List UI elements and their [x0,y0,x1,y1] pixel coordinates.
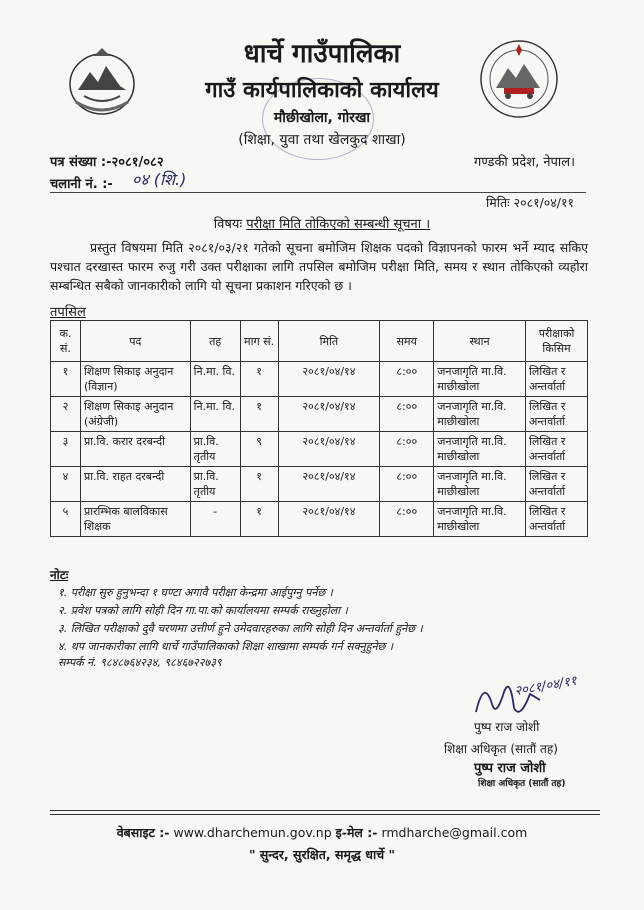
email-label: इ-मेल :- [335,825,378,840]
cell-time: ८:०० [380,362,434,397]
cell-venue: जनजागृति मा.वि. माछीखोला [434,432,526,467]
col-exam-type: परीक्षाको किसिम [526,321,588,362]
note-item: ३. लिखित परीक्षाको दुवै चरणमा उत्तीर्ण हुने उमेदवारहरुका लागि सोही दिन अन्तर्वार्ता हुनेछ । [58,622,423,635]
dispatch-number-label: चलानी नं. :- [50,177,113,192]
cell-demand: १ [240,362,278,397]
cell-sn: ३ [51,432,81,467]
cell-exam-type: लिखित र अन्तर्वार्ता [526,467,588,502]
cell-post: प्रा.वि. करार दरबन्दी [80,432,190,467]
office-location: मौछीखोला, गोरखा [273,110,371,126]
cell-level: प्रा.वि. तृतीय [190,467,240,502]
col-demand: माग सं. [240,321,278,362]
table-row [51,467,588,502]
col-post: पद [80,321,190,362]
cell-time: ८:०० [380,467,434,502]
name-stamp: पुष्प राज जोशी [474,761,546,776]
exam-schedule-table [50,320,588,537]
cell-demand: १ [240,467,278,502]
subject-line [0,214,644,232]
table-header-row [51,321,588,362]
cell-exam-type: लिखित र अन्तर्वार्ता [526,362,588,397]
slogan: " सुन्दर, सुरक्षित, समृद्ध धार्चे " [248,847,395,862]
cell-sn: ५ [51,502,81,537]
cell-sn: १ [51,362,81,397]
designation-stamp: शिक्षा अधिकृत (सातौं तह) [478,779,566,789]
footer-divider [50,810,600,811]
cell-post: शिक्षण सिकाइ अनुदान (विज्ञान) [80,362,190,397]
notes-heading: नोटः [50,568,69,582]
signatory-designation: शिक्षा अधिकृत (सातौं तह) [444,742,558,756]
cell-date: २०८१/०४/१४ [278,397,380,432]
cell-venue: जनजागृति मा.वि. माछीखोला [434,397,526,432]
cell-post: प्रा.वि. राहत दरबन्दी [80,467,190,502]
contact-numbers: सम्पर्क नं. ९८४८७६४२३४, ९८४६७२२७३९ [58,656,222,669]
col-venue: स्थान [434,321,526,362]
signatory-name: पुष्प राज जोशी [474,720,540,734]
cell-post: शिक्षण सिकाइ अनुदान (अंग्रेजी) [80,397,190,432]
col-sn: क. सं. [51,321,81,362]
footer-contact [0,824,644,841]
footer-divider [50,814,600,815]
col-level: तह [190,321,240,362]
cell-venue: जनजागृति मा.वि. माछीखोला [434,502,526,537]
section-name: (शिक्षा, युवा तथा खेलकुद शाखा) [238,132,406,148]
cell-level: नि.मा. वि. [190,362,240,397]
cell-time: ८:०० [380,432,434,467]
notes-list [58,584,423,670]
cell-sn: २ [51,397,81,432]
cell-date: २०८१/०४/१४ [278,432,380,467]
col-date: मिति [278,321,380,362]
cell-sn: ४ [51,467,81,502]
letter-date: मितिः २०८१/०४/११ [486,195,574,210]
letter-number: पत्र संख्या :-२०८१/०८२ [50,155,164,170]
province: गण्डकी प्रदेश, नेपाल। [474,155,576,170]
col-time: समय [380,321,434,362]
cell-date: २०८१/०४/१४ [278,362,380,397]
note-item: ४. थप जानकारीका लागि धार्चे गाउँपालिकाको शिक्षा शाखामा सम्पर्क गर्न सक्नुहुनेछ । [58,640,394,653]
table-row [51,502,588,537]
office-name: गाउँ कार्यपालिकाको कार्यालय [205,78,439,103]
subject-text: परीक्षा मिति तोकिएको सम्बन्धी सूचना । [246,217,431,232]
details-heading: तपसिल [50,305,86,320]
cell-post: प्रारम्भिक बालविकास शिक्षक [80,502,190,537]
cell-demand: ९ [240,432,278,467]
dispatch-number-handwritten: ०४ (शि.) [132,170,187,189]
note-item: १. परीक्षा सुरु हुनुभन्दा १ घण्टा अगावै परीक्षा केन्द्रमा आईपुग्नु पर्नेछ । [58,586,333,599]
note-item: २. प्रवेश पत्रको लागि सोही दिन गा.पा.को कार्यालयमा सम्पर्क राख्नुहोला । [58,604,348,617]
website-label: वेबसाइट :- [116,825,170,840]
cell-exam-type: लिखित र अन्तर्वार्ता [526,502,588,537]
cell-time: ८:०० [380,397,434,432]
cell-venue: जनजागृति मा.वि. माछीखोला [434,362,526,397]
table-row [51,432,588,467]
cell-date: २०८१/०४/१४ [278,502,380,537]
cell-level: प्रा.वि. तृतीय [190,432,240,467]
cell-demand: १ [240,397,278,432]
divider [50,192,586,193]
cell-level: - [190,502,240,537]
cell-date: २०८१/०४/१४ [278,467,380,502]
subject-label: विषयः [213,217,243,232]
table-row [51,362,588,397]
cell-exam-type: लिखित र अन्तर्वार्ता [526,432,588,467]
cell-exam-type: लिखित र अन्तर्वार्ता [526,397,588,432]
cell-time: ८:०० [380,502,434,537]
cell-venue: जनजागृति मा.वि. माछीखोला [434,467,526,502]
municipality-name: धार्चे गाउँपालिका [243,39,401,69]
website-link[interactable]: www.dharchemun.gov.np [173,825,332,840]
signature-date: २०८१/०४/११ [513,673,578,700]
cell-demand: १ [240,502,278,537]
notice-body: प्रस्तुत विषयमा मिति २०८१/०३/२१ गतेको सूचना बमोजिम शिक्षक पदको विज्ञापनको फारम भर्ने म्याद सकिए पश्चात दरखास्त फारम रुजु गरी उक्त परीक्षाका लागि तपसिल बमोजिम परीक्षा मिति, समय र स्थान तोकिएको व्यहोरा सम्बन्धित सबैको जानकारीको लागि यो सूचना प्रकाशन गरिएको छ । [50,240,588,293]
table-row [51,397,588,432]
cell-level: नि.मा. वि. [190,397,240,432]
email-link[interactable]: rmdharche@gmail.com [381,825,528,840]
